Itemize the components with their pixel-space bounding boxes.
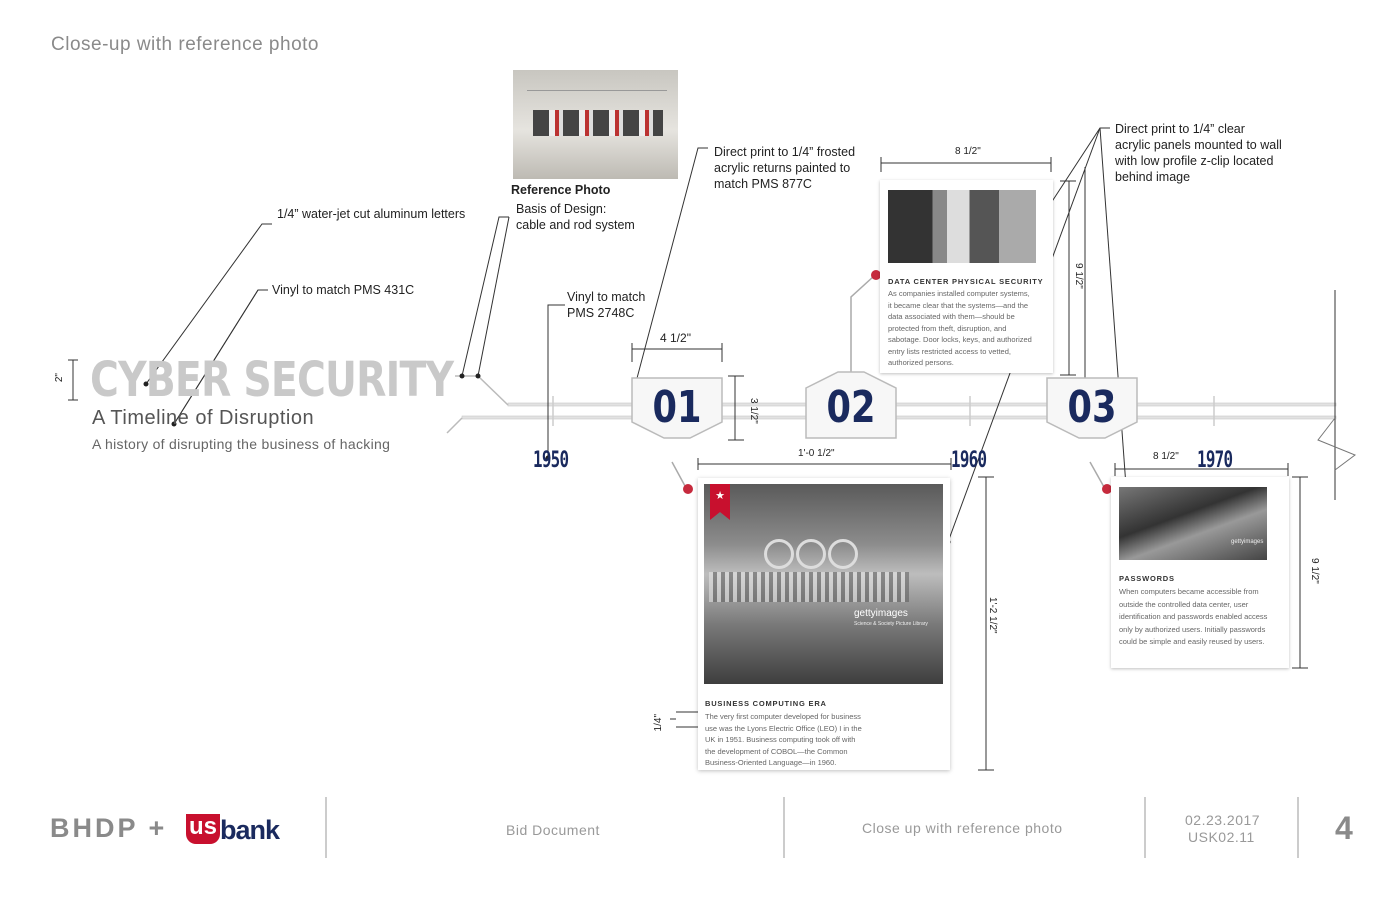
passwords-photo [1119, 487, 1267, 560]
passwords-line-1: When computers became accessible from [1119, 587, 1259, 596]
passwords-watermark: gettyimages [1231, 539, 1264, 545]
card-datacenter [880, 180, 1053, 373]
reference-caption: Reference Photo [511, 183, 611, 197]
business-line-1: The very first computer developed for business [705, 712, 861, 721]
year-1950: 1950 [533, 448, 569, 473]
footer-firm: BHDP + [50, 813, 168, 843]
business-line-4: the development of COBOL—the Common [705, 746, 848, 756]
usbank-logo [186, 812, 279, 844]
note-clear-line4: behind image [1115, 170, 1191, 184]
datacenter-line-5: sabotage. Door locks, keys, and authorized [888, 335, 1032, 344]
marker-03: 03 [1067, 382, 1117, 433]
datacenter-line-6: entry lists restricted access to vetted, [888, 346, 1011, 356]
dim-marker-spacing: 1'-0 1/2" [798, 448, 835, 459]
card-business [698, 478, 950, 770]
year-1960: 1960 [951, 448, 987, 473]
business-line-5: Business-Oriented Language—in 1960. [705, 758, 837, 767]
datacenter-line-4: protected from theft, disruption, and [888, 323, 1007, 333]
note-clear-line2: acrylic panels mounted to wall [1115, 138, 1282, 152]
logo-us: us [186, 814, 220, 844]
passwords-line-4: only by authorized users. Initially passwords [1119, 624, 1266, 634]
datacenter-line-7: authorized persons. [888, 358, 954, 367]
marker-01: 01 [652, 382, 702, 433]
footer-sheet-title: Close up with reference photo [862, 820, 1063, 836]
passwords-heading: PASSWORDS [1119, 574, 1175, 583]
passwords-line-5: could be simple and easily reused by users. [1119, 637, 1265, 646]
year-1970: 1970 [1197, 448, 1233, 473]
note-vinyl-2748-line2: PMS 2748C [567, 306, 635, 320]
passwords-line-2: outside the controlled data center, user [1119, 599, 1249, 609]
business-line-2: use was the Lyons Electric Office (LEO) I in the [705, 723, 862, 733]
note-clear-line3: with low profile z-clip located [1115, 154, 1274, 168]
note-clear-line1: Direct print to 1/4” clear [1115, 122, 1245, 136]
dim-marker-width: 4 1/2" [660, 331, 691, 345]
reference-line2: cable and rod system [516, 218, 635, 232]
note-frosted-line3: match PMS 877C [714, 177, 812, 191]
datacenter-line-1: As companies installed computer systems, [888, 289, 1030, 298]
business-watermark: gettyimages [854, 608, 908, 619]
dim-card3-height: 9 1/2" [1309, 558, 1320, 584]
note-frosted-line2: acrylic returns painted to [714, 161, 851, 175]
svg-text:★: ★ [715, 490, 725, 502]
business-watermark-sub: Science & Society Picture Library [854, 621, 928, 627]
datacenter-line-2: it became clear that the systems—and the [888, 300, 1029, 310]
footer-page-number: 4 [1335, 810, 1353, 846]
dim-card1-height: 1'-2 1/2" [987, 597, 998, 634]
timeline-description: A history of disrupting the business of hacking [92, 436, 391, 452]
dim-marker-height: 3 1/2" [748, 398, 759, 424]
page-title: Close-up with reference photo [51, 34, 319, 55]
datacenter-heading: DATA CENTER PHYSICAL SECURITY [888, 277, 1044, 286]
timeline-title: CYBER SECURITY [90, 352, 454, 408]
footer-date: 02.23.2017 [1185, 812, 1261, 828]
bookmark-star-icon [710, 484, 730, 520]
note-vinyl-431: Vinyl to match PMS 431C [272, 283, 415, 297]
reference-photo [513, 70, 678, 179]
business-heading: BUSINESS COMPUTING ERA [705, 699, 827, 708]
footer-doc-type: Bid Document [506, 822, 600, 838]
business-photo [704, 484, 943, 684]
business-line-3: UK in 1951. Business computing took off with [705, 735, 856, 744]
marker-02: 02 [826, 382, 876, 433]
dim-text-spacing: 1/4" [653, 714, 664, 732]
card-passwords [1111, 477, 1289, 668]
note-aluminum-letters: 1/4” water-jet cut aluminum letters [277, 207, 466, 221]
timeline-subtitle: A Timeline of Disruption [92, 407, 315, 429]
logo-bank: bank [220, 815, 280, 845]
note-vinyl-2748-line1: Vinyl to match [567, 290, 646, 304]
dim-card3-width: 8 1/2" [1153, 451, 1179, 462]
note-frosted-line1: Direct print to 1/4” frosted [714, 145, 856, 159]
passwords-line-3: identification and passwords enabled access [1119, 612, 1268, 621]
dim-card2-width: 8 1/2" [955, 146, 981, 157]
reference-line1: Basis of Design: [516, 202, 607, 216]
dim-card2-height: 9 1/2" [1073, 263, 1084, 289]
dim-title-height: 2" [54, 373, 65, 383]
datacenter-photo [888, 190, 1036, 263]
footer-code: USK02.11 [1188, 829, 1255, 845]
datacenter-line-3: data associated with them—should be [888, 312, 1015, 321]
